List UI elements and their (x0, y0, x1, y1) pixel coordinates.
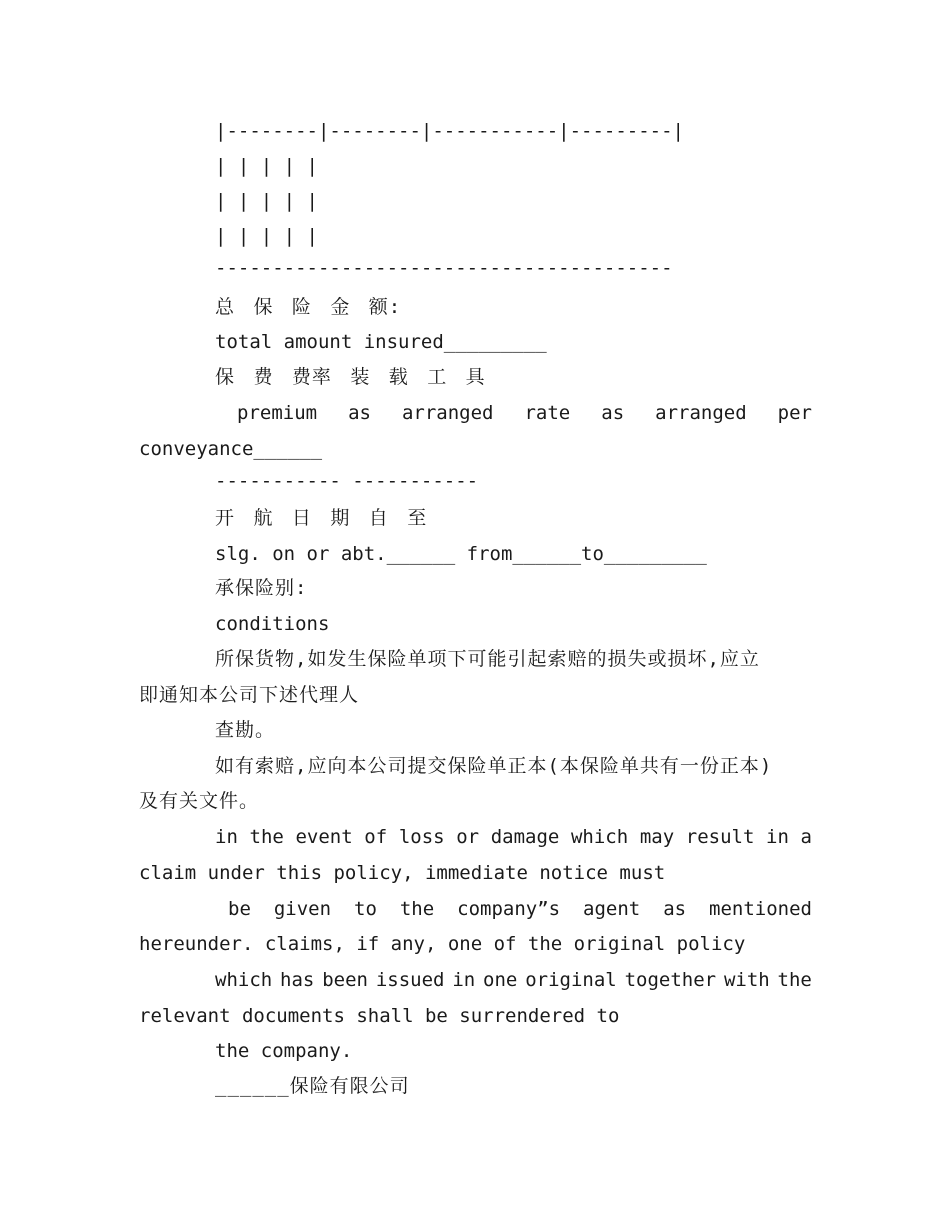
premium-word: as (348, 402, 371, 424)
premium-word: per (777, 402, 812, 424)
notice-en-p3-line-2: relevant documents shall be surrendered to (139, 1005, 620, 1027)
notice-word: as (663, 898, 687, 920)
notice-word: given (273, 898, 332, 920)
notice-word: been (322, 969, 368, 991)
notice-cn-line-3: 查勘。 (215, 719, 276, 741)
sailing-label-en: slg. on or abt.______ from______to_________ (215, 543, 707, 565)
notice-word: company”s (457, 898, 561, 920)
premium-word: arranged (655, 402, 747, 424)
claim-cn-line-1: 如有索赔,应向本公司提交保险单正本(本保险单共有一份正本) (215, 755, 773, 777)
notice-en-p2-line-1 (228, 897, 812, 921)
notice-word: the (249, 826, 284, 848)
notice-word: with (723, 969, 770, 991)
conditions-label-cn: 承保险别: (215, 577, 308, 599)
sailing-label-cn: 开 航 日 期 自 至 (215, 507, 428, 529)
notice-cn-line-1: 所保货物,如发生保险单项下可能引起索赔的损失或损坏,应立 (215, 648, 760, 670)
notice-cn-line-2: 即通知本公司下述代理人 (139, 684, 360, 706)
conditions-label-en: conditions (215, 613, 330, 635)
notice-word: agent (583, 898, 641, 920)
table-row-2: | | | | | (215, 190, 318, 212)
premium-conveyance: conveyance______ (139, 438, 323, 460)
notice-word: loss (398, 826, 445, 848)
notice-word: in (452, 969, 476, 991)
table-row-3: | | | | | (215, 225, 318, 247)
table-bottom-border: ---------------------------------------- (215, 257, 673, 279)
notice-word: to (354, 898, 377, 920)
notice-word: result (685, 826, 755, 848)
notice-word: in (766, 826, 789, 848)
notice-word: has (280, 969, 315, 991)
notice-en-p2-line-2: hereunder. claims, if any, one of the original policy (139, 933, 746, 955)
notice-word: together (624, 969, 717, 991)
notice-word: one (483, 969, 518, 991)
premium-word: as (601, 402, 625, 424)
notice-word: which (215, 969, 273, 991)
premium-word: arranged (401, 402, 494, 424)
total-amount-label-cn: 总 保 险 金 额: (215, 296, 402, 318)
premium-dashes: ----------- ----------- (215, 470, 479, 492)
premium-word: premium (237, 402, 318, 424)
notice-word: or (456, 826, 480, 848)
notice-word: issued (375, 969, 445, 991)
notice-word: event (295, 826, 353, 848)
notice-word: may (639, 826, 675, 848)
notice-word: which (570, 826, 629, 848)
total-amount-label-en: total amount insured_________ (215, 331, 547, 353)
notice-word: the (777, 969, 812, 991)
premium-label-cn: 保 费 费率 装 载 工 具 (215, 366, 486, 388)
notice-word: damage (490, 826, 560, 848)
claim-cn-line-2: 及有关文件。 (139, 790, 260, 812)
notice-word: original (525, 969, 617, 991)
notice-en-p1-line-1 (215, 825, 812, 849)
notice-en-p3-line-1 (215, 968, 812, 992)
premium-word: rate (524, 402, 571, 424)
table-top-border: |--------|--------|-----------|---------| (215, 120, 684, 142)
notice-word: a (800, 826, 812, 848)
notice-word: be (228, 898, 251, 920)
premium-line-en (139, 401, 812, 425)
insurer-signature-line: ______保险有限公司 (215, 1075, 410, 1097)
notice-en-p4: the company. (215, 1040, 353, 1062)
notice-en-p1-line-2: claim under this policy, immediate notice must (139, 862, 666, 884)
notice-word: mentioned (709, 898, 812, 920)
notice-word: in (215, 826, 238, 848)
notice-word: the (399, 898, 435, 920)
table-row-1: | | | | | (215, 155, 318, 177)
notice-word: of (364, 826, 388, 848)
